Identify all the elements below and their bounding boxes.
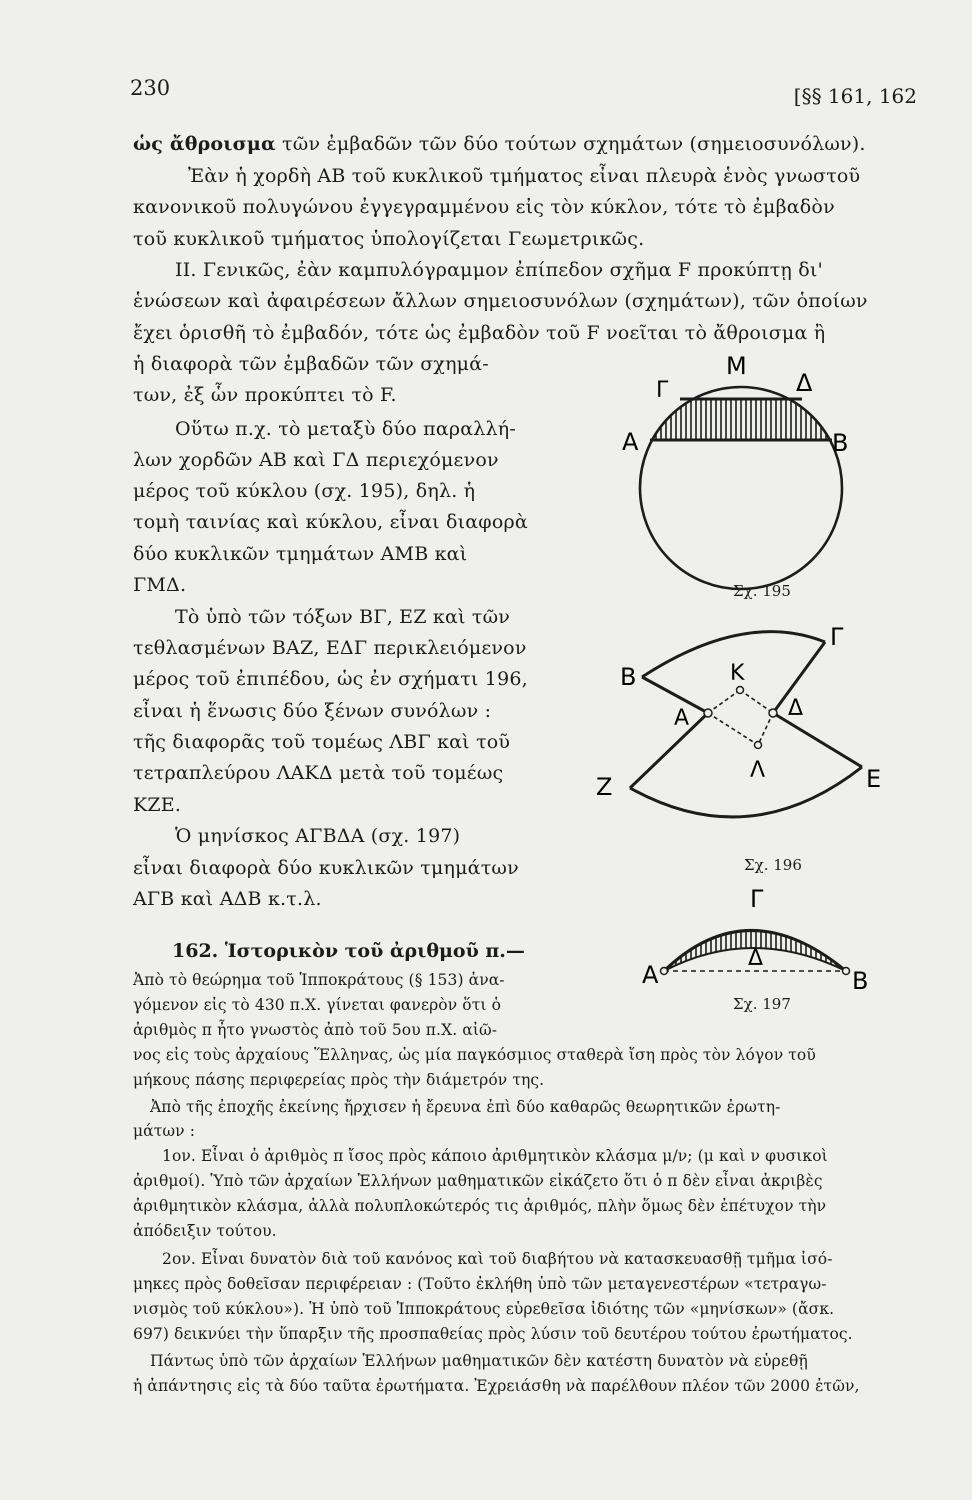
text-line: μηκες πρὸς δοθεῖσαν περιφέρειαν : (Τοῦτο ἐκλήθη ὑπὸ τῶν μεταγενεστέρων «τετραγω- <box>133 1275 827 1293</box>
label-m: Μ <box>726 355 747 380</box>
point-k <box>737 687 744 694</box>
text-line: ΑΓΒ καὶ ΑΔΒ κ.τ.λ. <box>133 888 322 910</box>
text-line: ἀριθμητικὸν κλάσμα, ἀλλὰ πολυπλοκώτερός τις ἀριθμός, πλὴν ὅμως δὲν ἐπέτυχον τὴν <box>133 1197 827 1215</box>
section-heading: 162. Ἱστορικὸν τοῦ ἀριθμοῦ π.— <box>172 940 525 962</box>
text-line: Ἐὰν ἡ χορδὴ ΑΒ τοῦ κυκλικοῦ τμήματος εἶναι πλευρὰ ἑνὸς γνωστοῦ <box>188 165 861 187</box>
text-line: Ἀπὸ τὸ θεώρημα τοῦ Ἱπποκράτους (§ 153) ἀνα- <box>133 971 505 989</box>
segment-al <box>708 713 758 745</box>
text-line: ἀριθμοί). Ὑπὸ τῶν ἀρχαίων Ἑλλήνων μαθηματικῶν εἰκάζετο ὅτι ὁ π δὲν εἶναι ἀκριβὲς <box>133 1172 823 1190</box>
text-line: Τὸ ὑπὸ τῶν τόξων ΒΓ, ΕΖ καὶ τῶν <box>175 606 511 628</box>
text-line: ἀπόδειξιν τούτου. <box>133 1222 277 1240</box>
hatched-band <box>630 399 860 440</box>
text-line: ΚΖΕ. <box>133 794 182 816</box>
text-line: ἀριθμὸς π ἦτο γνωστὸς ἀπὸ τοῦ 5ου π.Χ. αἰῶ- <box>133 1021 498 1039</box>
text-line: νος εἰς τοὺς ἀρχαίους Ἕλληνας, ὡς μία παγκόσμιος σταθερὰ ἴση πρὸς τὸν λόγον τοῦ <box>133 1046 816 1064</box>
segment-dl <box>758 713 773 745</box>
point-a <box>704 709 712 717</box>
figure-caption: Σχ. 196 <box>744 856 802 874</box>
figure-197 <box>640 885 900 1000</box>
text-line: τοῦ κυκλικοῦ τμήματος ὑπολογίζεται Γεωμετρικῶς. <box>133 228 645 250</box>
text-line: 1ον. Εἶναι ὁ ἀριθμὸς π ἴσος πρὸς κάποιο ἀριθμητικὸν κλάσμα μ/ν; (μ καὶ ν φυσικοὶ <box>162 1147 828 1165</box>
text-line: τετραπλεύρου ΛΑΚΔ μετὰ τοῦ τομέως <box>133 762 504 784</box>
text-line: ὡς ἄθροισμα τῶν ἐμβαδῶν τῶν δύο τούτων σχημάτων (σημειοσυνόλων). <box>133 133 866 155</box>
text-line: νισμὸς τοῦ κύκλου»). Ἡ ὑπὸ τοῦ Ἱπποκράτους εὑρεθεῖσα ἰδιότης τῶν «μηνίσκων» (ἄσκ. <box>133 1300 835 1318</box>
text-line: γόμενον εἰς τὸ 430 π.Χ. γίνεται φανερὸν ὅτι ὁ <box>133 996 502 1014</box>
label-z: Ζ <box>596 773 613 801</box>
figure-195 <box>610 355 870 610</box>
text-line: των, ἐξ ὧν προκύπτει τὸ F. <box>133 384 397 406</box>
text-line: ἑνώσεων καὶ ἀφαιρέσεων ἄλλων σημειοσυνόλων (σχημάτων), τῶν ὁποίων <box>133 290 868 312</box>
text-line: μέρος τοῦ ἐπιπέδου, ὡς ἐν σχήματι 196, <box>133 668 528 690</box>
text-line: ΓΜΔ. <box>133 574 187 596</box>
text-line: ὡς ἄθροισμα <box>133 133 276 155</box>
label-gamma: Γ <box>830 623 844 651</box>
text-line: ἡ διαφορὰ τῶν ἐμβαδῶν τῶν σχημά- <box>133 353 489 375</box>
arc-ze <box>630 767 862 817</box>
label-a: Α <box>642 961 659 989</box>
text-line: τῆς διαφορᾶς τοῦ τομέως ΛΒΓ καὶ τοῦ <box>133 731 511 753</box>
label-gamma: Γ <box>750 885 764 913</box>
label-k: Κ <box>730 661 745 686</box>
point-b <box>843 968 850 975</box>
figure-caption: Σχ. 195 <box>733 582 791 600</box>
label-a: Α <box>622 428 639 456</box>
text-line: τομὴ ταινίας καὶ κύκλου, εἶναι διαφορὰ <box>133 511 528 533</box>
label-b: Β <box>852 967 869 995</box>
text-line: εἶναι ἡ ἕνωσις δύο ξένων συνόλων : <box>133 700 492 722</box>
text-line: Ἀπὸ τῆς ἐποχῆς ἐκείνης ἤρχισεν ἡ ἔρευνα ἐπὶ δύο καθαρῶς θεωρητικῶν ἐρωτη- <box>150 1098 781 1116</box>
text-line: κανονικοῦ πολυγώνου ἐγγεγραμμένου εἰς τὸν κύκλον, τότε τὸ ἐμβαδὸν <box>133 196 835 218</box>
segment-ak <box>708 690 740 713</box>
label-lambda: Λ <box>750 758 766 783</box>
text-line: τεθλασμένων ΒΑΖ, ΕΔΓ περικλειόμενον <box>133 637 527 659</box>
label-delta: Δ <box>748 946 764 971</box>
segment-de <box>773 713 862 767</box>
text-line: 2ον. Εἶναι δυνατὸν διὰ τοῦ κανόνος καὶ τοῦ διαβήτου νὰ κατασκευασθῇ τμῆμα ἰσό- <box>162 1250 833 1268</box>
text-line: δύο κυκλικῶν τμημάτων ΑΜΒ καὶ <box>133 543 468 565</box>
label-a: Α <box>674 706 690 731</box>
text-line: εἶναι διαφορὰ δύο κυκλικῶν τμημάτων <box>133 857 519 879</box>
text-line: Πάντως ὑπὸ τῶν ἀρχαίων Ἑλλήνων μαθηματικῶν δὲν κατέστη δυνατὸν νὰ εὑρεθῇ <box>150 1352 808 1370</box>
label-delta: Δ <box>796 369 813 397</box>
text-line: Ὁ μηνίσκος ΑΓΒΔΑ (σχ. 197) <box>175 825 461 847</box>
text-line: μέρος τοῦ κύκλου (σχ. 195), δηλ. ἡ <box>133 480 476 502</box>
section-reference: [§§ 161, 162 <box>793 84 917 108</box>
point-a <box>661 968 668 975</box>
text-line: ἔχει ὁρισθῆ τὸ ἐμβαδόν, τότε ὡς ἐμβαδὸν τοῦ F νοεῖται τὸ ἄθροισμα ἢ <box>133 322 826 344</box>
label-b: Β <box>832 429 849 457</box>
text-line: Οὕτω π.χ. τὸ μεταξὺ δύο παραλλή- <box>175 418 516 440</box>
point-l <box>755 742 762 749</box>
figure-caption: Σχ. 197 <box>733 995 791 1013</box>
text-line: μάτων : <box>133 1122 196 1140</box>
label-gamma: Γ <box>656 378 669 403</box>
text-line: 697) δεικνύει τὴν ὕπαρξιν τῆς προσπαθείας πρὸς λύσιν τοῦ δευτέρου τούτου ἐρωτήματος. <box>133 1325 853 1343</box>
page-number: 230 <box>130 76 171 100</box>
segment-az <box>630 713 708 788</box>
figure-196 <box>590 615 890 855</box>
label-delta: Δ <box>788 696 804 721</box>
point-d <box>769 709 777 717</box>
text-line: λων χορδῶν ΑΒ καὶ ΓΔ περιεχόμενον <box>133 449 499 471</box>
label-b: Β <box>620 663 637 691</box>
label-e: Ε <box>866 765 882 793</box>
text-line: μήκους πάσης περιφερείας πρὸς τὴν διάμετρόν της. <box>133 1071 545 1089</box>
segment-kd <box>740 690 773 713</box>
text-line: II. Γενικῶς, ἐὰν καμπυλόγραμμον ἐπίπεδον σχῆμα F προκύπτῃ δι' <box>175 259 823 281</box>
text-line: ἡ ἀπάντησις εἰς τὰ δύο ταῦτα ἐρωτήματα. Ἐχρειάσθη νὰ παρέλθουν πλέον τῶν 2000 ἐτῶν, <box>133 1377 860 1395</box>
